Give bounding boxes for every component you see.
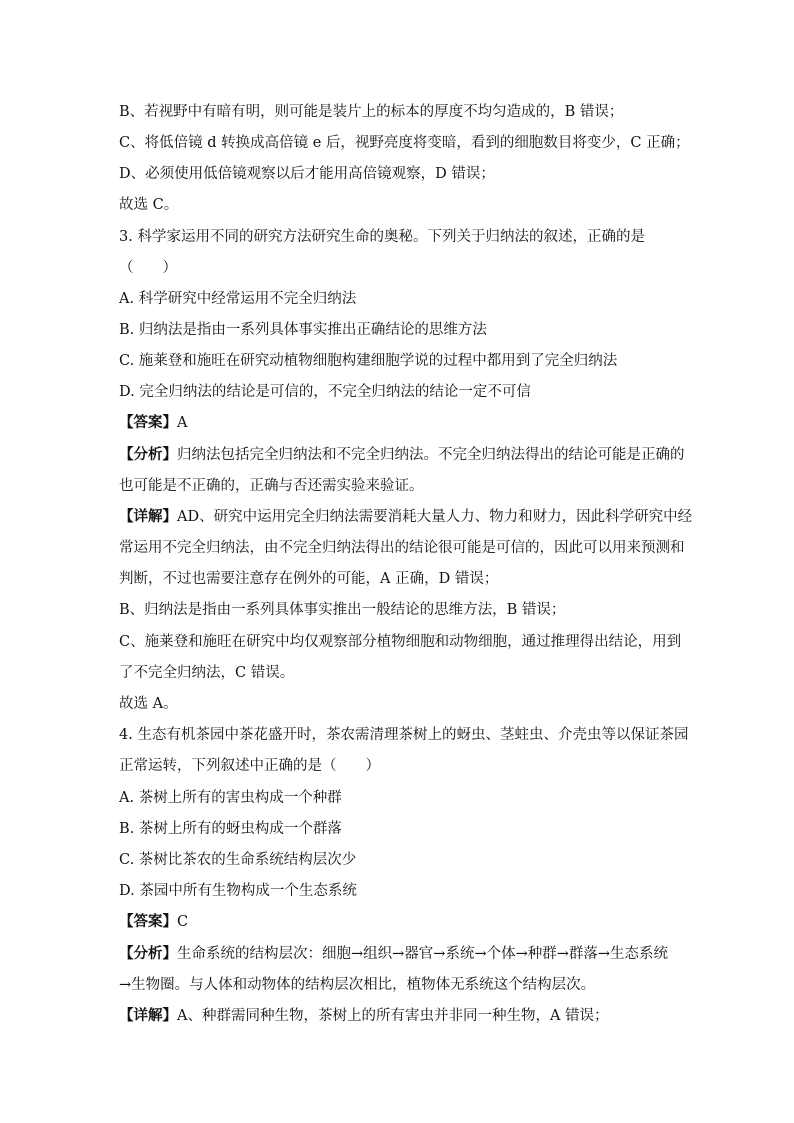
explanation-tag: 【详解】 [119,1007,177,1024]
text-line: 故选 A。 [119,696,178,712]
question-4-stem-cont: 正常运转，下列叙述中正确的是（ ） [119,758,380,774]
answer-line: 【答案】A [119,414,188,431]
option-c: C. 茶树比茶农的生命系统结构层次少 [119,852,357,868]
option-b: B. 归纳法是指由一系列具体事实推出正确结论的思维方法 [119,322,487,338]
analysis-line: 【分析】生命系统的结构层次：细胞→组织→器官→系统→个体→种群→群落→生态系统 [119,945,669,962]
text-line: C、施莱登和施旺在研究中均仅观察部分植物细胞和动物细胞，通过推理得出结论，用到 [119,634,682,650]
option-a: A. 茶树上所有的害虫构成一个种群 [119,790,342,806]
explanation-line: 【详解】AD、研究中运用完全归纳法需要消耗大量人力、物力和财力，因此科学研究中经 [119,508,693,525]
answer-tag: 【答案】 [119,414,177,431]
explanation-tag: 【详解】 [119,508,177,525]
analysis-tag: 【分析】 [119,945,177,962]
option-b: B. 茶树上所有的蚜虫构成一个群落 [119,821,342,837]
option-a: A. 科学研究中经常运用不完全归纳法 [119,291,357,307]
option-c: C. 施莱登和施旺在研究动植物细胞构建细胞学说的过程中都用到了完全归纳法 [119,353,618,369]
explanation-line: 【详解】A、种群需同种生物，茶树上的所有害虫并非同一种生物，A 错误； [119,1007,609,1024]
question-3-stem: 3. 科学家运用不同的研究方法研究生命的奥秘。下列关于归纳法的叙述，正确的是 [119,229,645,245]
text-line: D、必须使用低倍镜观察以后才能用高倍镜观察，D 错误； [119,166,495,182]
text-line: C、将低倍镜 d 转换成高倍镜 e 后，视野亮度将变暗，看到的细胞数目将变少，C 正确； [119,135,690,151]
text-line: →生物圈。与人体和动物体的结构层次相比，植物体无系统这个结构层次。 [119,977,596,993]
analysis-tag: 【分析】 [119,446,177,463]
text-line: 故选 C。 [119,197,179,213]
question-3-bracket: （ ） [119,260,177,276]
option-d: D. 完全归纳法的结论是可信的，不完全归纳法的结论一定不可信 [119,384,531,400]
text-line: B、若视野中有暗有明，则可能是装片上的标本的厚度不均匀造成的，B 错误； [119,104,624,120]
text-line: 判断，不过也需要注意存在例外的可能，A 正确，D 错误； [119,571,499,587]
text-line: 了不完全归纳法，C 错误。 [119,665,295,681]
answer-tag: 【答案】 [119,913,177,930]
analysis-line: 【分析】归纳法包括完全归纳法和不完全归纳法。不完全归纳法得出的结论可能是正确的 [119,446,685,463]
answer-line: 【答案】C [119,913,189,930]
question-4-stem: 4. 生态有机茶园中茶花盛开时，茶农需清理茶树上的蚜虫、茎蛀虫、介壳虫等以保证茶园 [119,727,689,743]
text-line: 常运用不完全归纳法，由不完全归纳法得出的结论很可能是可信的，因此可以用来预测和 [119,540,685,556]
option-d: D. 茶园中所有生物构成一个生态系统 [119,883,357,899]
text-line: B、归纳法是指由一系列具体事实推出一般结论的思维方法，B 错误； [119,602,566,618]
text-line: 也可能是不正确的，正确与否还需实验来验证。 [119,478,424,494]
